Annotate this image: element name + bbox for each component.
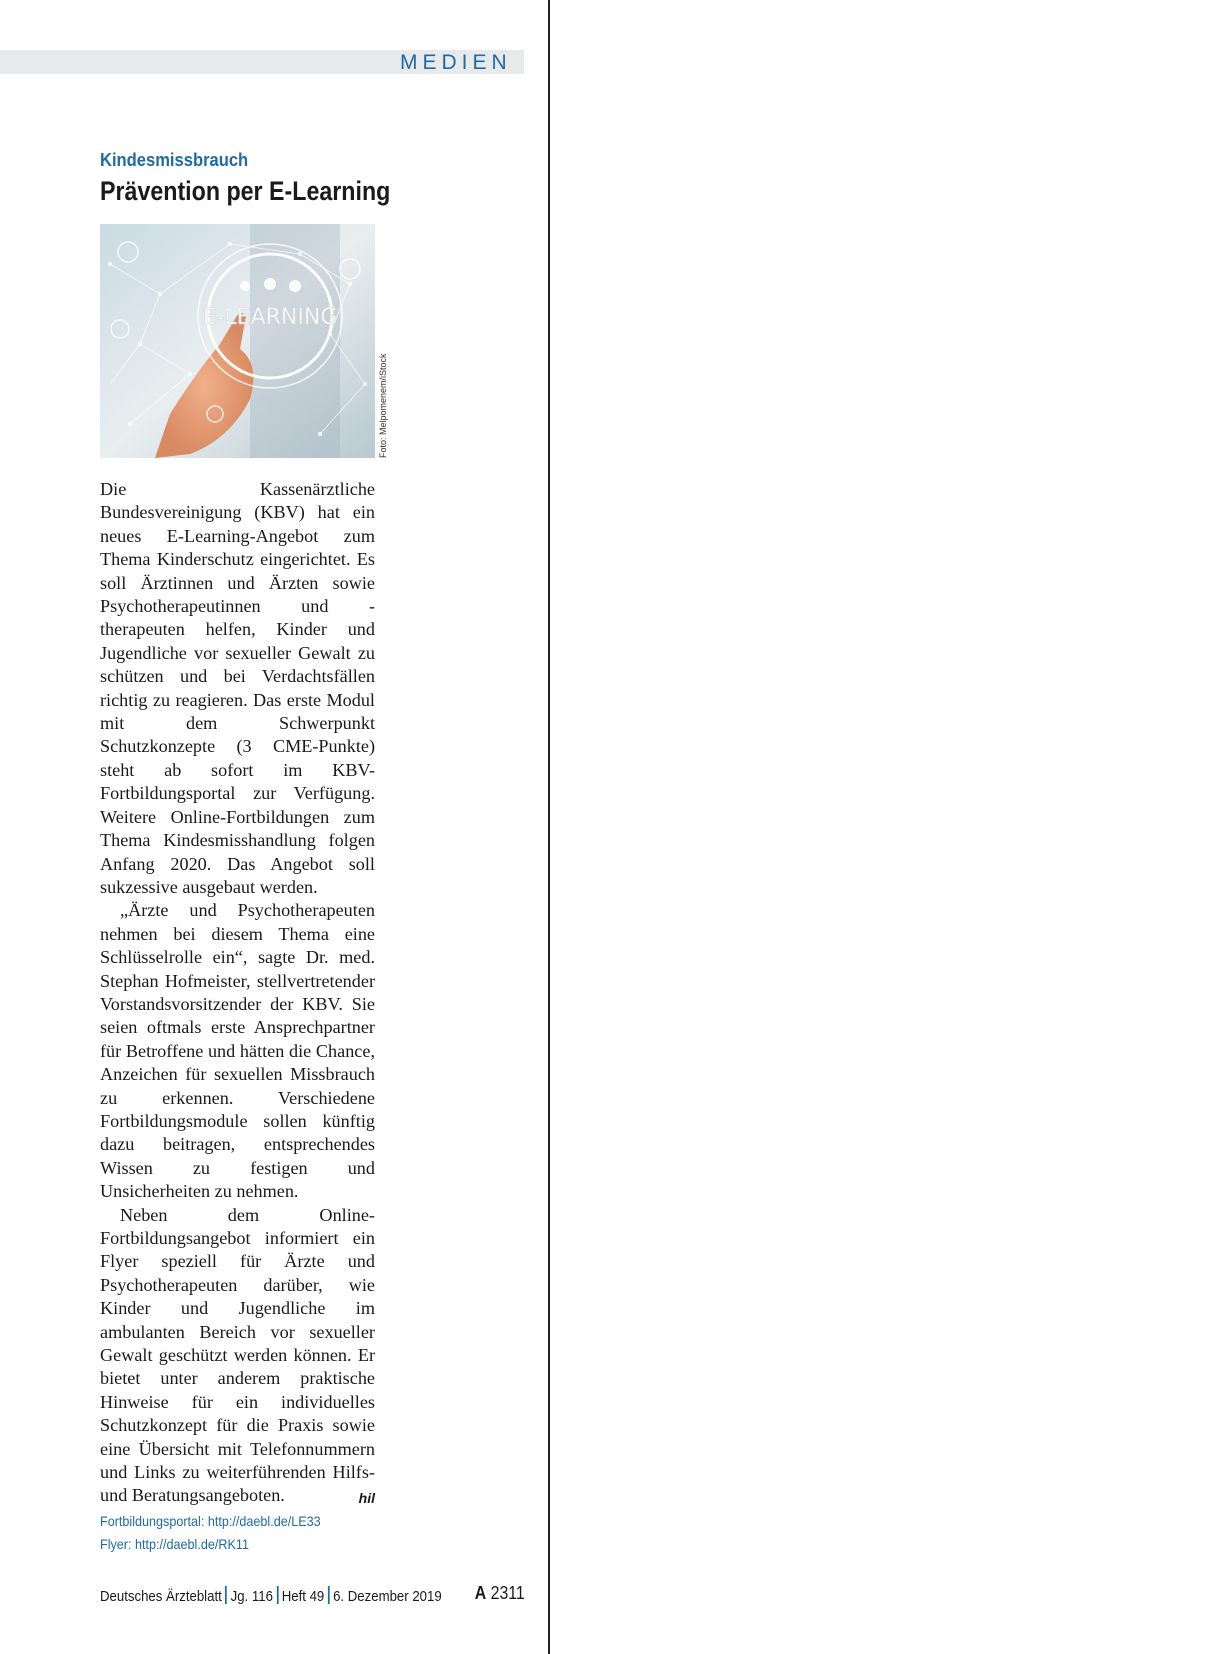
footer-date: 6. Dezember 2019 xyxy=(333,1588,442,1605)
page-footer xyxy=(100,1583,525,1605)
paragraph-3 xyxy=(100,1204,375,1508)
footer-volume: Jg. 116 xyxy=(230,1588,273,1605)
article-headline: Prävention per E-Learning xyxy=(100,176,391,206)
link-flyer[interactable]: Flyer: http://daebl.de/RK11 xyxy=(100,1536,249,1552)
page-number xyxy=(475,1583,525,1604)
footer-separator xyxy=(225,1586,227,1604)
section-label: MEDIEN xyxy=(400,51,512,74)
article-body xyxy=(100,478,375,1511)
page-number-value: 2311 xyxy=(490,1583,525,1603)
paragraph-2: „Ärzte und Psychotherapeuten nehmen bei diesem Thema eine Schlüsselrolle ein“, sagte Dr. med. Stephan Hofmeister, stellvertretender Vorstandsvorsitzender der KBV. Sie seien oftmals erste Ansprechpartner für Betroffene und hätten die Chance, Anzeichen für sexuellen Missbrauch zu erkennen. Verschiedene Fortbildungsmodule sollen künftig dazu beitragen, entsprechendes Wissen zu festigen und Unsicherheiten zu nehmen. xyxy=(100,900,375,1202)
article-links xyxy=(100,1510,400,1556)
photo-credit: Foto: Melpomenem/iStock xyxy=(378,353,388,458)
footer-issue: Heft 49 xyxy=(281,1588,325,1605)
footer-separator xyxy=(276,1586,278,1604)
link-fortbildungsportal[interactable]: Fortbildungsportal: http://daebl.de/LE33 xyxy=(100,1513,321,1529)
photo-overlay-text: E-LEARNING xyxy=(202,305,338,330)
page-divider-line xyxy=(548,0,550,1654)
paragraph-3-text: Neben dem Online-Fortbildungsangebot informiert ein Flyer speziell für Ärzte und Psychotherapeuten darüber, wie Kinder und Jugendliche im ambulanten Bereich vor sexueller Gewalt geschützt werden können. Er bietet unter anderem praktische Hinweise für ein individuelles Schutzkonzept für die Praxis sowie eine Übersicht mit Telefonnummern und Links zu weiterführenden Hilfs- und Beratungsangeboten. xyxy=(100,1204,375,1506)
author-signature: hil xyxy=(358,1490,375,1507)
page-prefix: A xyxy=(475,1583,487,1603)
article-photo xyxy=(100,224,375,458)
footer-journal: Deutsches Ärzteblatt xyxy=(100,1588,222,1605)
paragraph-1: Die Kassenärztliche Bundesvereinigung (KBV) hat ein neues E-Learning-Angebot zum Thema Kinderschutz eingerichtet. Es soll Ärztinnen und Ärzten sowie Psychotherapeutinnen und -therapeuten helfen, Kinder und Jugendliche vor sexueller Gewalt zu schützen und bei Verdachtsfällen richtig zu reagieren. Das erste Modul mit dem Schwerpunkt Schutzkonzepte (3 CME-Punkte) steht ab sofort im KBV-Fortbildungsportal zur Verfügung. Weitere Online-Fortbildungen zum Thema Kindesmisshandlung folgen Anfang 2020. Das Angebot soll sukzessive ausgebaut werden. xyxy=(100,479,375,897)
footer-separator xyxy=(328,1586,330,1604)
footer-citation xyxy=(100,1586,442,1605)
article-kicker: Kindesmissbrauch xyxy=(100,150,249,170)
